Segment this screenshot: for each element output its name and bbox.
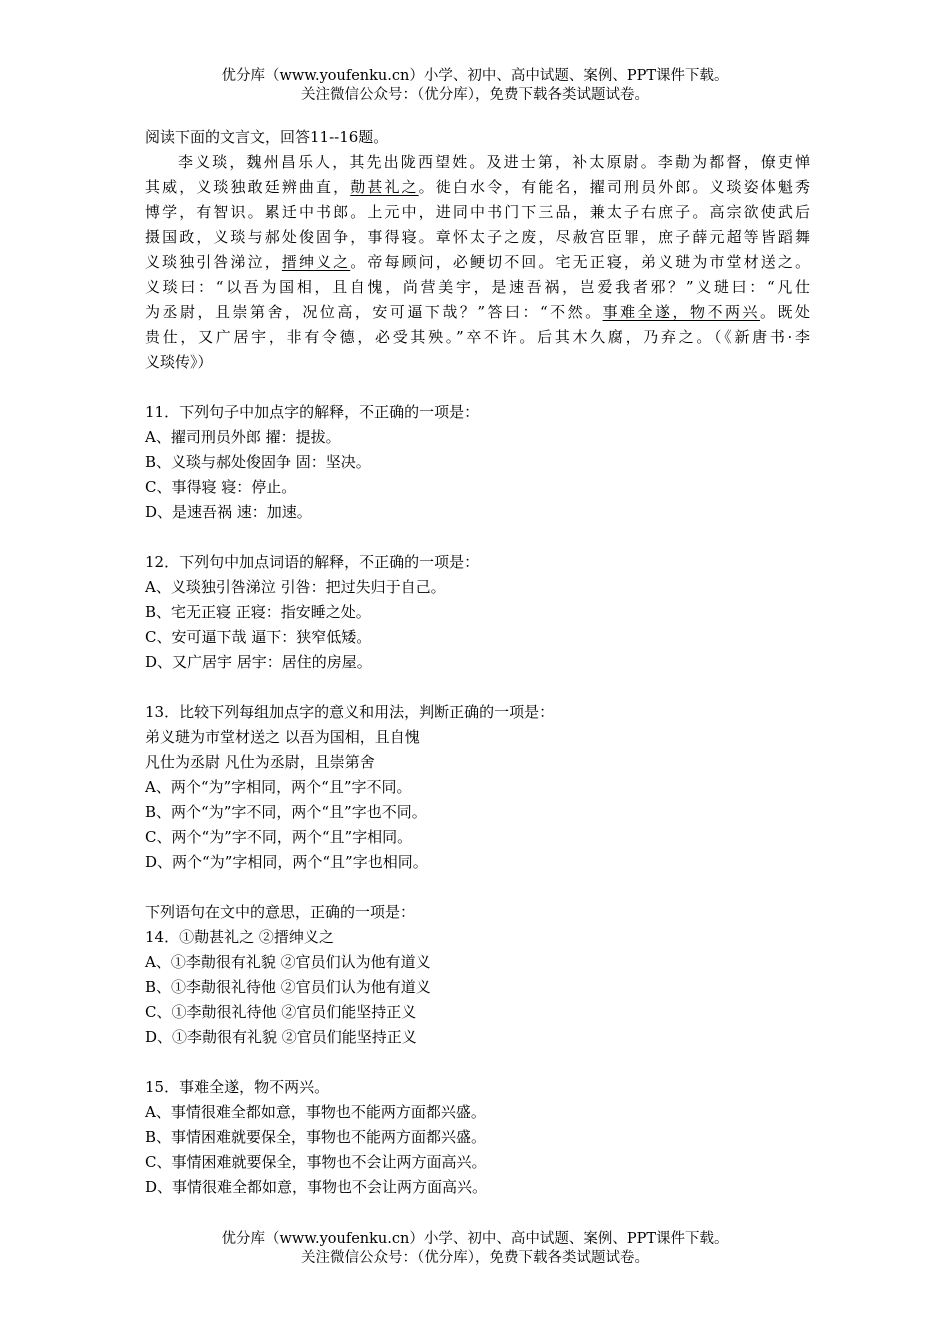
page-footer [0, 1230, 950, 1268]
header-line-1: 优分库（www.youfenku.cn）小学、初中、高中试题、案例、PPT课件下载。 [221, 68, 729, 84]
passage [145, 150, 810, 375]
question-15 [145, 1075, 810, 1200]
question-stem: 11．下列句子中加点字的解释，不正确的一项是： [145, 403, 480, 421]
question-stem: 13．比较下列每组加点字的意义和用法，判断正确的一项是： [145, 703, 555, 721]
header-line-2: 关注微信公众号：（优分库），免费下载各类试题试卷。 [301, 87, 649, 103]
spacer [145, 525, 810, 550]
question-stem: 15．事难全遂，物不两兴。 [145, 1078, 330, 1096]
underlined-phrase: 勣甚礼之 [350, 178, 419, 196]
option-c: C、安可逼下哉 逼下：狭窄低矮。 [145, 628, 372, 646]
option-c: C、事得寝 寝：停止。 [145, 478, 297, 496]
spacer [145, 375, 810, 400]
comparison-pair-1: 弟义琎为市堂材送之 以吾为国相，且自愧 [145, 728, 420, 746]
underlined-phrase: 事难全遂，物不两兴 [602, 303, 760, 321]
option-b: B、宅无正寝 正寝：指安睡之处。 [145, 603, 371, 621]
passage-text: 。既处 [760, 303, 810, 321]
passage-line-3: 博学，有智识。累迁中书郎。上元中，进同中书门下三品，兼太子右庶子。高宗欲使武后 [145, 203, 810, 221]
option-d: D、是速吾祸 速：加速。 [145, 503, 312, 521]
spacer [145, 1050, 810, 1075]
question-13 [145, 700, 810, 875]
passage-line-8: 贵仕，又广居宇，非有令德，必受其殃。”卒不许。后其木久腐，乃弃之。（《新唐书·李 [145, 328, 810, 346]
passage-text: 为丞尉，且崇第舍，况位高，安可逼下哉？”答曰：“不然。 [145, 303, 603, 321]
passage-line-7 [145, 300, 810, 325]
passage-line-6: 义琰曰：“以吾为国相，且自愧，尚营美宇，是速吾祸，岂爱我者邪？”义琎曰：“凡仕 [145, 278, 810, 296]
option-d: D、①李勣很有礼貌 ②官员们能坚持正义 [145, 1028, 417, 1046]
document-body [145, 125, 810, 1200]
footer-line-2: 关注微信公众号：（优分库），免费下载各类试题试卷。 [301, 1250, 649, 1266]
option-a: A、事情很难全都如意，事物也不能两方面都兴盛。 [145, 1103, 486, 1121]
option-a: A、义琰独引咎涕泣 引咎：把过失归于自己。 [145, 578, 446, 596]
question-11 [145, 400, 810, 525]
option-c: C、两个“为”字不同，两个“且”字相同。 [145, 828, 413, 846]
option-a: A、①李勣很有礼貌 ②官员们认为他有道义 [145, 953, 431, 971]
passage-line-4: 摄国政，义琰与郝处俊固争，事得寝。章怀太子之废，尽赦宫臣罪，庶子薛元超等皆蹈舞 [145, 228, 810, 246]
passage-line-1: 李义琰，魏州昌乐人，其先出陇西望姓。及进士第，补太原尉。李勣为都督，僚吏惮 [178, 153, 810, 171]
question-14 [145, 900, 810, 1050]
option-c: C、事情困难就要保全，事物也不会让两方面高兴。 [145, 1153, 487, 1171]
option-d: D、两个“为”字相同，两个“且”字也相同。 [145, 853, 428, 871]
footer-line-1: 优分库（www.youfenku.cn）小学、初中、高中试题、案例、PPT课件下载。 [221, 1231, 729, 1247]
question-12 [145, 550, 810, 675]
option-b: B、事情困难就要保全，事物也不能两方面都兴盛。 [145, 1128, 487, 1146]
option-b: B、两个“为”字不同，两个“且”字也不同。 [145, 803, 427, 821]
passage-text: 。帝每顾问，必鲠切不回。宅无正寝，弟义琎为市堂材送之。 [350, 253, 810, 271]
option-b: B、义琰与郝处俊固争 固：坚决。 [145, 453, 371, 471]
passage-line-2 [145, 175, 810, 200]
option-b: B、①李勣很礼待他 ②官员们认为他有道义 [145, 978, 431, 996]
passage-line-9: 义琰传》） [145, 353, 213, 371]
option-c: C、①李勣很礼待他 ②官员们能坚持正义 [145, 1003, 417, 1021]
spacer [145, 875, 810, 900]
option-a: A、擢司刑员外郎 擢：提拔。 [145, 428, 341, 446]
option-d: D、事情很难全都如意，事物也不会让两方面高兴。 [145, 1178, 488, 1196]
page-header [0, 67, 950, 105]
passage-text: 义琰独引咎涕泣， [145, 253, 282, 271]
underlined-phrase: 搢绅义之 [281, 253, 351, 271]
passage-line-5 [145, 250, 810, 275]
option-d: D、又广居宇 居宇：居住的房屋。 [145, 653, 372, 671]
passage-text: 。徙白水令，有能名，擢司刑员外郎。义琰姿体魁秀 [418, 178, 810, 196]
question-lead: 下列语句在文中的意思，正确的一项是： [145, 903, 416, 921]
question-stem: 14．①勣甚礼之 ②搢绅义之 [145, 928, 334, 946]
spacer [145, 675, 810, 700]
passage-text: 其威，义琰独敢廷辨曲直， [145, 178, 351, 196]
intro-text: 阅读下面的文言文，回答11--16题。 [145, 128, 389, 146]
comparison-pair-2: 凡仕为丞尉 凡仕为丞尉，且崇第舍 [145, 753, 375, 771]
option-a: A、两个“为”字相同，两个“且”字不同。 [145, 778, 412, 796]
question-stem: 12．下列句中加点词语的解释，不正确的一项是： [145, 553, 480, 571]
